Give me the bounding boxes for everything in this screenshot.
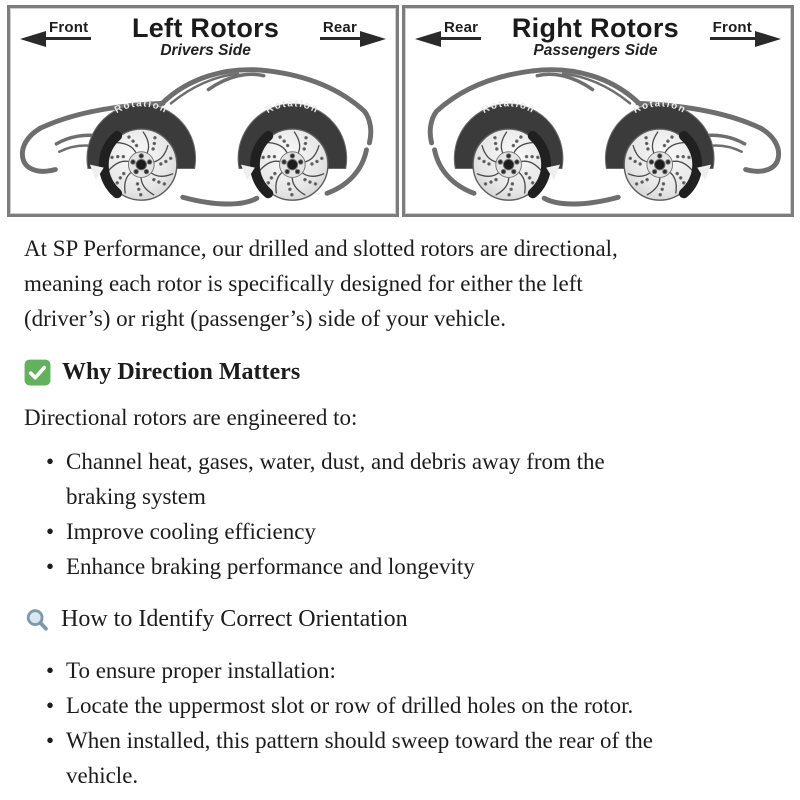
text-line: • To ensure proper installation: bbox=[66, 658, 336, 683]
arrow-right-icon bbox=[755, 31, 781, 47]
text-line: • Improve cooling efficiency bbox=[66, 519, 316, 544]
front-direction-label bbox=[710, 19, 781, 40]
section-lead: Directional rotors are engineered to: bbox=[24, 405, 358, 430]
left-panel-header bbox=[10, 8, 396, 59]
installation-list bbox=[24, 653, 776, 793]
text-line: meaning each rotor is specifically designed for either the left bbox=[24, 271, 583, 296]
text-line: • Enhance braking performance and longevity bbox=[66, 554, 475, 579]
rotation-label: Rotation bbox=[264, 98, 321, 116]
magnifying-glass-icon bbox=[24, 607, 50, 633]
list-item bbox=[24, 514, 776, 549]
left-rotors-panel bbox=[7, 5, 399, 217]
text-line: braking system bbox=[66, 484, 206, 509]
direction-text: Front bbox=[46, 19, 91, 40]
intro-paragraph bbox=[24, 231, 776, 336]
text-line: vehicle. bbox=[66, 763, 139, 788]
rotation-label: Rotation bbox=[631, 98, 689, 116]
rear-direction-label bbox=[320, 19, 386, 40]
check-mark-icon bbox=[24, 359, 51, 386]
right-panel-header bbox=[405, 8, 791, 59]
benefits-list bbox=[24, 444, 776, 584]
direction-text: Rear bbox=[320, 19, 360, 40]
rotor-direction-figure bbox=[7, 5, 794, 217]
panel-subtitle: Passengers Side bbox=[533, 42, 658, 59]
rear-direction-label bbox=[415, 19, 481, 40]
text-line: • When installed, this pattern should sweep toward the rear of the bbox=[66, 728, 653, 753]
panel-subtitle: Drivers Side bbox=[160, 42, 251, 59]
rotation-label: Rotation bbox=[112, 98, 170, 116]
list-item bbox=[24, 688, 776, 723]
text-line: At SP Performance, our drilled and slotted rotors are directional, bbox=[24, 236, 618, 261]
direction-text: Rear bbox=[441, 19, 481, 40]
text-line: (driver’s) or right (passenger’s) side of your vehicle. bbox=[24, 306, 507, 331]
section-heading-why-direction-matters bbox=[24, 355, 776, 390]
arrow-left-icon bbox=[415, 31, 441, 47]
panel-title: Right Rotors bbox=[511, 13, 679, 43]
arrow-right-icon bbox=[360, 31, 386, 47]
section-heading-identify-orientation bbox=[24, 602, 776, 637]
front-direction-label bbox=[20, 19, 91, 40]
direction-text: Front bbox=[710, 19, 755, 40]
right-rotors-panel bbox=[402, 5, 794, 217]
car-illustration-right bbox=[405, 54, 791, 214]
car-illustration-left bbox=[10, 54, 396, 214]
text-line: • Locate the uppermost slot or row of drilled holes on the rotor. bbox=[66, 693, 634, 718]
text-line: • Channel heat, gases, water, dust, and debris away from the bbox=[66, 449, 605, 474]
list-item bbox=[24, 444, 776, 514]
list-item bbox=[24, 549, 776, 584]
heading-text: How to Identify Correct Orientation bbox=[61, 606, 408, 632]
list-item bbox=[24, 653, 776, 688]
panel-title: Left Rotors bbox=[131, 13, 280, 43]
list-item bbox=[24, 723, 776, 793]
heading-text: Why Direction Matters bbox=[62, 359, 301, 385]
rotation-label: Rotation bbox=[480, 98, 538, 116]
arrow-left-icon bbox=[20, 31, 46, 47]
article-body bbox=[0, 231, 800, 793]
